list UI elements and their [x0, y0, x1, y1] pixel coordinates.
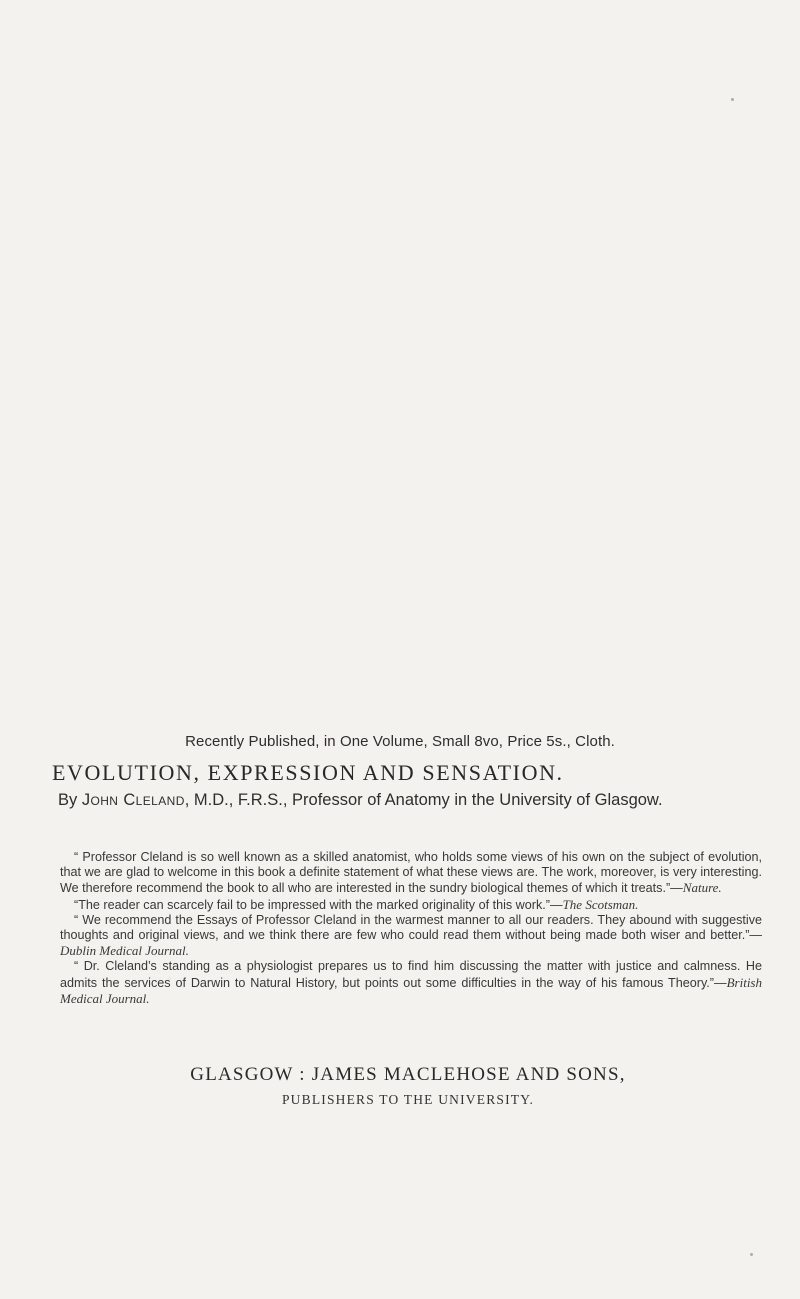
author-line	[58, 790, 758, 811]
review-source: The Scotsman.	[562, 896, 639, 912]
review-text: “ Dr. Cleland’s standing as a physiologist prepares us to find him discussing the matter with justice and calmness. He admits the services of Darwin to Natural History, but points out some difficulties in the way of his famous Theory.”—	[60, 959, 762, 990]
review-text: “ We recommend the Essays of Professor Cleland in the warmest manner to all our readers. They abound with suggestive thoughts and original views, and we think there are few who could read them without being made both wiser and better.”—	[60, 912, 762, 943]
review-source: Nature.	[682, 880, 722, 896]
review-source: Dublin Medical Journal.	[60, 943, 189, 959]
announcement-line: Recently Published, in One Volume, Small 8vo, Price 5s., Cloth.	[185, 733, 615, 750]
review-dublin	[60, 913, 762, 960]
reviews-block	[60, 850, 762, 1007]
paper-speck	[750, 1253, 753, 1256]
author-name: John Cleland	[81, 791, 185, 809]
review-british	[60, 959, 762, 1007]
paper-speck	[731, 98, 734, 101]
author-by: By	[58, 791, 78, 809]
review-text: “The reader can scarcely fail to be impressed with the marked originality of this work.”—	[74, 897, 563, 912]
review-source: British Medical Journal.	[60, 974, 762, 1006]
publisher-subtitle: PUBLISHERS TO THE UNIVERSITY.	[281, 1092, 535, 1107]
review-scotsman	[60, 897, 762, 913]
author-credentials: , M.D., F.R.S., Professor of Anatomy in the University of Glasgow.	[184, 791, 663, 809]
publisher-name: GLASGOW : JAMES MACLEHOSE AND SONS,	[190, 1064, 626, 1085]
review-text: “ Professor Cleland is so well known as a skilled anatomist, who holds some views of his own on the subject of evolution, that we are glad to welcome in this book a definite statement of what these views are. The work, moreover, is very interesting. We therefore recommend the book to all who are interested in the sundry biological themes of which it treats.”—	[60, 850, 762, 896]
review-nature	[60, 850, 762, 897]
book-title: EVOLUTION, EXPRESSION AND SENSATION.	[52, 760, 564, 785]
